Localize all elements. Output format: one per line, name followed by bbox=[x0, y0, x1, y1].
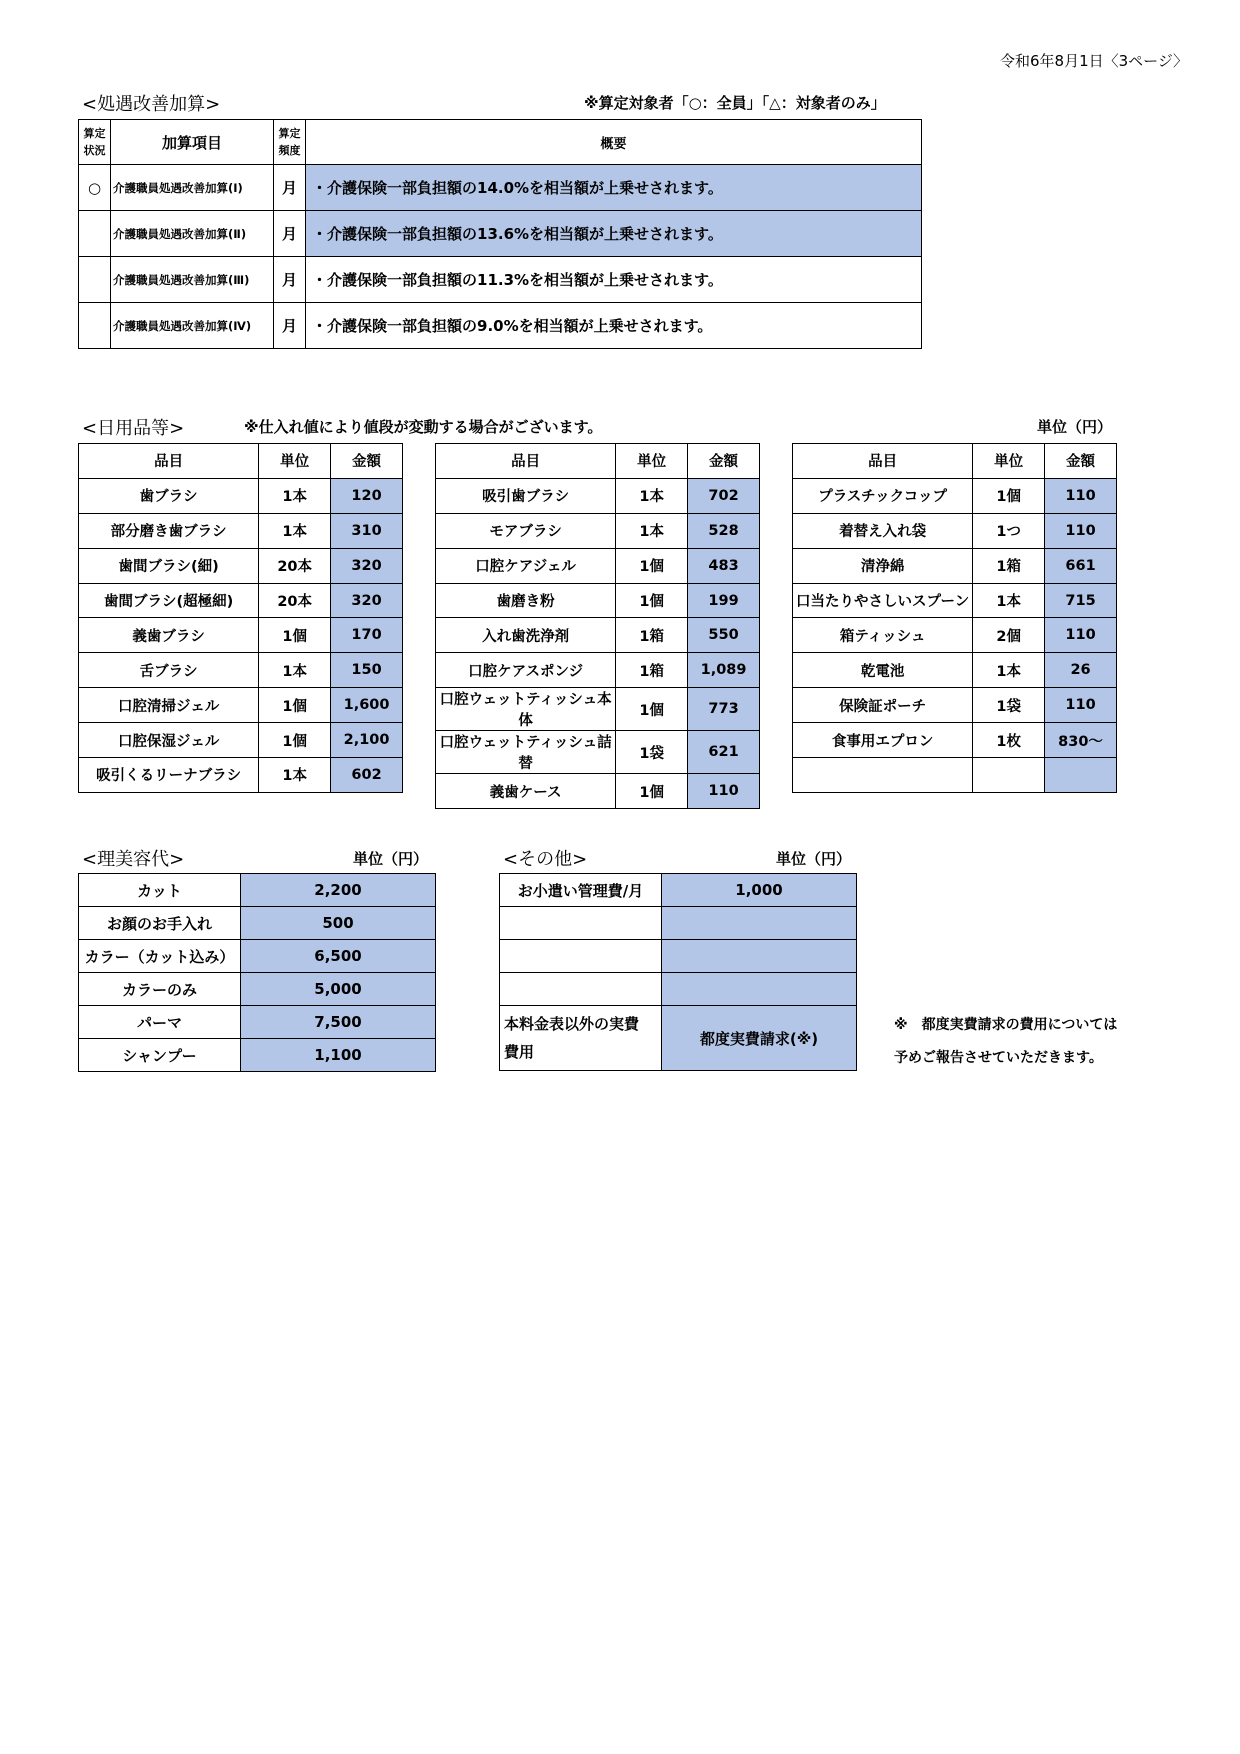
biyo-title: <理美容代> bbox=[82, 849, 185, 870]
table-row bbox=[79, 653, 403, 688]
other-item-price: 1,000 bbox=[662, 874, 857, 907]
item-freq: 月 bbox=[274, 211, 306, 257]
daily-item-price: 110 bbox=[1045, 513, 1117, 548]
table-row bbox=[436, 513, 760, 548]
table-row bbox=[79, 1039, 436, 1072]
table-row bbox=[793, 583, 1117, 618]
daily-item-unit: 1袋 bbox=[616, 731, 688, 774]
biyo-item-name: カラー（カット込み） bbox=[79, 940, 241, 973]
table-row bbox=[793, 618, 1117, 653]
table-row bbox=[436, 548, 760, 583]
table-row bbox=[79, 723, 403, 758]
biyo-item-name: お顔のお手入れ bbox=[79, 907, 241, 940]
daily-item-unit: 1本 bbox=[973, 653, 1045, 688]
daily-item-price: 1,600 bbox=[331, 688, 403, 723]
other-title: <その他> bbox=[503, 849, 588, 870]
daily-item-price: 483 bbox=[688, 548, 760, 583]
page-date: 令和6年8月1日〈3ページ〉 bbox=[1000, 52, 1189, 70]
daily-title: <日用品等> bbox=[82, 418, 185, 439]
daily-item-name: 口腔清掃ジェル bbox=[79, 688, 259, 723]
empty-cell bbox=[500, 973, 662, 1006]
header-price: 金額 bbox=[331, 444, 403, 479]
daily-item-name: 舌ブラシ bbox=[79, 653, 259, 688]
table-row bbox=[793, 513, 1117, 548]
status-mark bbox=[79, 303, 111, 349]
daily-item-name: プラスチックコップ bbox=[793, 478, 973, 513]
daily-item-price: 320 bbox=[331, 583, 403, 618]
daily-item-unit: 1個 bbox=[616, 583, 688, 618]
table-row bbox=[79, 513, 403, 548]
table-row bbox=[436, 478, 760, 513]
table-row bbox=[79, 1006, 436, 1039]
biyo-item-price: 6,500 bbox=[241, 940, 436, 973]
daily-item-price: 602 bbox=[331, 758, 403, 793]
table-row bbox=[436, 731, 760, 774]
daily-item-name: 清浄綿 bbox=[793, 548, 973, 583]
biyo-item-price: 7,500 bbox=[241, 1006, 436, 1039]
biyo-item-price: 500 bbox=[241, 907, 436, 940]
table-row bbox=[79, 973, 436, 1006]
table-row bbox=[79, 478, 403, 513]
other-unit: 単位（円） bbox=[776, 850, 852, 868]
item-freq: 月 bbox=[274, 303, 306, 349]
daily-item-name: 歯ブラシ bbox=[79, 478, 259, 513]
table-row bbox=[793, 758, 1117, 793]
table-row bbox=[500, 874, 857, 907]
daily-item-name: 歯間ブラシ(細) bbox=[79, 548, 259, 583]
item-desc: ・介護保険一部負担額の13.6%を相当額が上乗せされます。 bbox=[306, 211, 922, 257]
table-row bbox=[436, 583, 760, 618]
biyo-item-name: カット bbox=[79, 874, 241, 907]
daily-table-1 bbox=[78, 443, 403, 793]
item-freq: 月 bbox=[274, 257, 306, 303]
header-price: 金額 bbox=[1045, 444, 1117, 479]
daily-item-unit: 1個 bbox=[616, 688, 688, 731]
daily-item-unit: 1本 bbox=[259, 513, 331, 548]
table-row bbox=[79, 548, 403, 583]
daily-item-price: 773 bbox=[688, 688, 760, 731]
empty-cell bbox=[500, 907, 662, 940]
daily-item-unit: 2個 bbox=[973, 618, 1045, 653]
jippi-item-price: 都度実費請求(※) bbox=[662, 1006, 857, 1071]
daily-item-unit bbox=[973, 758, 1045, 793]
table-row bbox=[436, 688, 760, 731]
table-row bbox=[79, 165, 922, 211]
daily-item-price: 2,100 bbox=[331, 723, 403, 758]
status-mark bbox=[79, 257, 111, 303]
daily-item-price: 661 bbox=[1045, 548, 1117, 583]
daily-item-name: 乾電池 bbox=[793, 653, 973, 688]
table-row bbox=[79, 583, 403, 618]
daily-item-unit: 20本 bbox=[259, 583, 331, 618]
daily-item-unit: 1本 bbox=[616, 478, 688, 513]
biyo-unit: 単位（円） bbox=[353, 850, 429, 868]
daily-note: ※仕入れ値により値段が変動する場合がございます。 bbox=[244, 418, 603, 436]
table-row bbox=[500, 973, 857, 1006]
daily-item-name: 義歯ケース bbox=[436, 774, 616, 809]
biyo-item-price: 5,000 bbox=[241, 973, 436, 1006]
other-table bbox=[499, 873, 857, 1071]
item-name: 介護職員処遇改善加算(Ⅰ) bbox=[111, 165, 274, 211]
table-row bbox=[500, 907, 857, 940]
daily-item-price bbox=[1045, 758, 1117, 793]
daily-item-unit: 1箱 bbox=[616, 653, 688, 688]
daily-item-name: 口腔ケアスポンジ bbox=[436, 653, 616, 688]
daily-item-unit: 1個 bbox=[259, 688, 331, 723]
table-row bbox=[79, 688, 403, 723]
biyo-item-name: パーマ bbox=[79, 1006, 241, 1039]
table-row bbox=[436, 618, 760, 653]
header-status: 算定 状況 bbox=[79, 120, 111, 165]
header-freq: 算定 頻度 bbox=[274, 120, 306, 165]
daily-item-unit: 20本 bbox=[259, 548, 331, 583]
daily-item-name: 口当たりやさしいスプーン bbox=[793, 583, 973, 618]
item-desc: ・介護保険一部負担額の14.0%を相当額が上乗せされます。 bbox=[306, 165, 922, 211]
empty-price-cell bbox=[662, 940, 857, 973]
biyo-item-price: 2,200 bbox=[241, 874, 436, 907]
daily-item-price: 170 bbox=[331, 618, 403, 653]
empty-price-cell bbox=[662, 973, 857, 1006]
table-row bbox=[79, 303, 922, 349]
daily-item-name: 歯間ブラシ(超極細) bbox=[79, 583, 259, 618]
header-unit: 単位 bbox=[616, 444, 688, 479]
daily-item-name: 歯磨き粉 bbox=[436, 583, 616, 618]
table-row bbox=[793, 688, 1117, 723]
table-row bbox=[79, 907, 436, 940]
footnote-line-1: ※ 都度実費請求の費用については bbox=[894, 1017, 1118, 1033]
daily-header-row bbox=[79, 444, 403, 479]
daily-item-name: 部分磨き歯ブラシ bbox=[79, 513, 259, 548]
daily-item-price: 550 bbox=[688, 618, 760, 653]
daily-item-unit: 1本 bbox=[616, 513, 688, 548]
empty-price-cell bbox=[662, 907, 857, 940]
item-desc: ・介護保険一部負担額の9.0%を相当額が上乗せされます。 bbox=[306, 303, 922, 349]
table-row bbox=[79, 618, 403, 653]
table-row bbox=[79, 257, 922, 303]
daily-item-unit: 1個 bbox=[973, 478, 1045, 513]
daily-item-price: 310 bbox=[331, 513, 403, 548]
daily-item-price: 702 bbox=[688, 478, 760, 513]
daily-header-row bbox=[436, 444, 760, 479]
daily-item-unit: 1個 bbox=[259, 618, 331, 653]
biyo-table bbox=[78, 873, 436, 1072]
header-unit: 単位 bbox=[973, 444, 1045, 479]
daily-item-price: 26 bbox=[1045, 653, 1117, 688]
daily-item-price: 120 bbox=[331, 478, 403, 513]
daily-item-name: 口腔保湿ジェル bbox=[79, 723, 259, 758]
daily-item-price: 320 bbox=[331, 548, 403, 583]
header-name: 品目 bbox=[79, 444, 259, 479]
table-row bbox=[500, 940, 857, 973]
daily-item-unit: 1本 bbox=[259, 758, 331, 793]
daily-item-unit: 1箱 bbox=[973, 548, 1045, 583]
daily-item-unit: 1本 bbox=[973, 583, 1045, 618]
footnote-line-2: 予めご報告させていただきます。 bbox=[894, 1050, 1103, 1066]
item-freq: 月 bbox=[274, 165, 306, 211]
daily-item-name: 吸引くるリーナブラシ bbox=[79, 758, 259, 793]
other-item-name: お小遣い管理費/月 bbox=[500, 874, 662, 907]
daily-item-price: 1,089 bbox=[688, 653, 760, 688]
daily-item-price: 528 bbox=[688, 513, 760, 548]
daily-item-unit: 1本 bbox=[259, 478, 331, 513]
daily-item-unit: 1個 bbox=[616, 774, 688, 809]
daily-item-price: 830～ bbox=[1045, 723, 1117, 758]
table-row bbox=[793, 653, 1117, 688]
header-item: 加算項目 bbox=[111, 120, 274, 165]
table-row bbox=[793, 478, 1117, 513]
daily-item-price: 110 bbox=[1045, 688, 1117, 723]
daily-item-price: 715 bbox=[1045, 583, 1117, 618]
shogu-table bbox=[78, 119, 922, 349]
daily-item-name: 食事用エプロン bbox=[793, 723, 973, 758]
table-row bbox=[436, 653, 760, 688]
daily-item-unit: 1個 bbox=[616, 548, 688, 583]
header-name: 品目 bbox=[793, 444, 973, 479]
daily-table-2 bbox=[435, 443, 760, 809]
daily-item-name: 着替え入れ袋 bbox=[793, 513, 973, 548]
daily-item-name: 口腔ウェットティッシュ詰替 bbox=[436, 731, 616, 774]
status-mark bbox=[79, 211, 111, 257]
table-row bbox=[500, 1006, 857, 1071]
daily-item-name: 入れ歯洗浄剤 bbox=[436, 618, 616, 653]
shogu-header-row bbox=[79, 120, 922, 165]
daily-item-name: 義歯ブラシ bbox=[79, 618, 259, 653]
table-row bbox=[79, 874, 436, 907]
daily-unit: 単位（円） bbox=[1037, 418, 1113, 436]
item-name: 介護職員処遇改善加算(Ⅳ) bbox=[111, 303, 274, 349]
biyo-item-name: カラーのみ bbox=[79, 973, 241, 1006]
shogu-title: <処遇改善加算> bbox=[82, 94, 221, 115]
daily-item-name: 保険証ポーチ bbox=[793, 688, 973, 723]
table-row bbox=[793, 548, 1117, 583]
table-row bbox=[79, 940, 436, 973]
shogu-note: ※算定対象者「○：全員」「△：対象者のみ」 bbox=[584, 94, 886, 112]
table-row bbox=[79, 211, 922, 257]
item-desc: ・介護保険一部負担額の11.3%を相当額が上乗せされます。 bbox=[306, 257, 922, 303]
daily-item-unit: 1本 bbox=[259, 653, 331, 688]
daily-item-name: 箱ティッシュ bbox=[793, 618, 973, 653]
table-row bbox=[79, 758, 403, 793]
daily-table-3 bbox=[792, 443, 1117, 793]
daily-item-unit: 1つ bbox=[973, 513, 1045, 548]
status-mark: ○ bbox=[79, 165, 111, 211]
biyo-item-price: 1,100 bbox=[241, 1039, 436, 1072]
daily-item-price: 110 bbox=[1045, 478, 1117, 513]
daily-item-unit: 1袋 bbox=[973, 688, 1045, 723]
daily-item-price: 110 bbox=[1045, 618, 1117, 653]
daily-item-name: 口腔ウェットティッシュ本体 bbox=[436, 688, 616, 731]
daily-item-price: 150 bbox=[331, 653, 403, 688]
biyo-item-name: シャンプー bbox=[79, 1039, 241, 1072]
daily-item-name: 吸引歯ブラシ bbox=[436, 478, 616, 513]
daily-item-name: 口腔ケアジェル bbox=[436, 548, 616, 583]
item-name: 介護職員処遇改善加算(Ⅱ) bbox=[111, 211, 274, 257]
header-desc: 概要 bbox=[306, 120, 922, 165]
item-name: 介護職員処遇改善加算(Ⅲ) bbox=[111, 257, 274, 303]
daily-item-unit: 1個 bbox=[259, 723, 331, 758]
daily-item-price: 199 bbox=[688, 583, 760, 618]
daily-item-unit: 1枚 bbox=[973, 723, 1045, 758]
table-row bbox=[436, 774, 760, 809]
daily-header-row bbox=[793, 444, 1117, 479]
header-name: 品目 bbox=[436, 444, 616, 479]
daily-item-name: モアブラシ bbox=[436, 513, 616, 548]
empty-cell bbox=[500, 940, 662, 973]
daily-item-price: 110 bbox=[688, 774, 760, 809]
daily-item-unit: 1箱 bbox=[616, 618, 688, 653]
header-price: 金額 bbox=[688, 444, 760, 479]
daily-item-price: 621 bbox=[688, 731, 760, 774]
daily-item-name bbox=[793, 758, 973, 793]
jippi-item-name: 本料金表以外の実費 費用 bbox=[500, 1006, 662, 1071]
table-row bbox=[793, 723, 1117, 758]
header-unit: 単位 bbox=[259, 444, 331, 479]
